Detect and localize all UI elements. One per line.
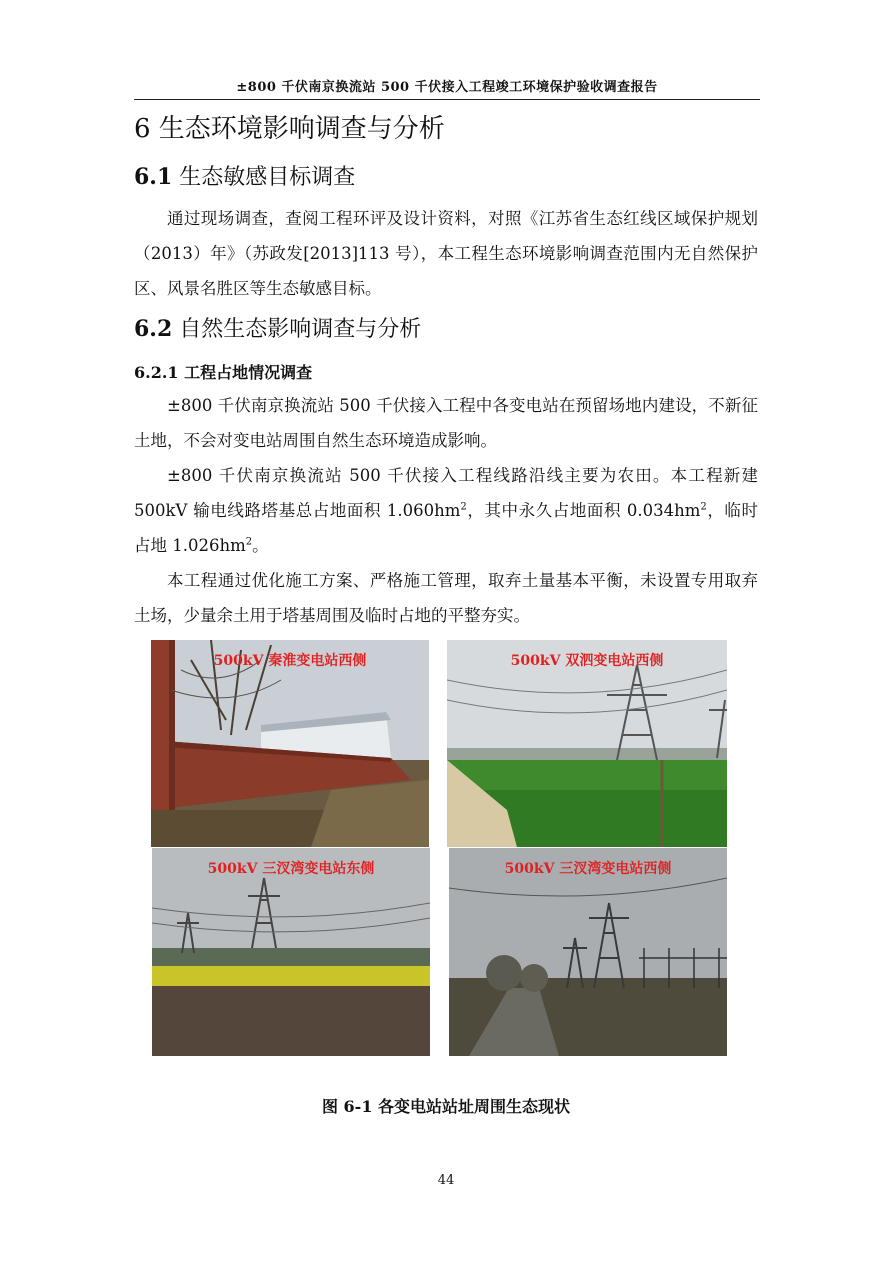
superscript-2: 2 (460, 501, 467, 513)
para2-part-b: ，其中永久占地面积 0.034hm (466, 501, 701, 520)
figure-caption: 图 6-1 各变电站站址周围生态现状 (321, 1097, 571, 1116)
land-use-paragraph-2 (134, 458, 758, 563)
photo-label-qinhuai-west: 500kV 秦淮变电站西侧 (213, 653, 367, 669)
photo-sanchawan-east (152, 848, 430, 1056)
section-6-1-paragraph: 通过现场调查，查阅工程环评及设计资料，对照《江苏省生态红线区域保护规划（2013）年》（苏政发[2013]113 号），本工程生态环境影响调查范围内无自然保护区、风景名胜区等生态敏感目标。 (134, 209, 758, 298)
land-use-paragraph-1: ±800 千伏南京换流站 500 千伏接入工程中各变电站在预留场地内建设，不新征土地，不会对变电站周围自然生态环境造成影响。 (134, 396, 758, 450)
para2-part-c: ，临时占地 1.026hm (134, 501, 759, 555)
photo-qinhuai-west (151, 640, 429, 847)
photo-label-sanchawan-west: 500kV 三汊湾变电站西侧 (504, 861, 672, 877)
photo-label-sanchawan-east: 500kV 三汊湾变电站东侧 (207, 861, 375, 877)
page-number: 44 (437, 1173, 455, 1188)
section-6-2-number: 6.2 (134, 316, 173, 342)
section-6-title: 6 生态环境影响调查与分析 (134, 114, 445, 144)
superscript-2: 2 (700, 501, 707, 513)
photo-sanchawan-west (449, 848, 727, 1056)
para2-part-a: ±800 千伏南京换流站 500 千伏接入工程线路沿线主要为农田。本工程新建 500kV 输电线路塔基总占地面积 1.060hm (134, 466, 758, 520)
photo-sanchawan-east-image (152, 848, 430, 1056)
header-rule (134, 99, 760, 100)
section-6-2-title: 自然生态影响调查与分析 (179, 317, 422, 342)
section-6-2-1-title: 6.2.1 工程占地情况调查 (134, 363, 313, 382)
section-6-1-heading (134, 160, 355, 191)
photo-label-shuangsi-west: 500kV 双泗变电站西侧 (510, 653, 664, 669)
photo-shuangsi-west (447, 640, 727, 847)
section-6-1-title: 生态敏感目标调查 (179, 165, 356, 190)
photo-sanchawan-west-image (449, 848, 727, 1056)
para2-part-d: 。 (252, 536, 269, 555)
land-use-paragraph-3: 本工程通过优化施工方案、严格施工管理，取弃土量基本平衡，未设置专用取弃土场，少量余土用于塔基周围及临时占地的平整夯实。 (134, 571, 758, 625)
photo-shuangsi-west-image (447, 640, 727, 847)
photo-qinhuai-west-image (151, 640, 429, 847)
section-6-1-number: 6.1 (134, 164, 173, 190)
superscript-2: 2 (245, 536, 253, 548)
section-6-2-heading (134, 312, 421, 343)
running-header: ±800 千伏南京换流站 500 千伏接入工程竣工环境保护验收调查报告 (236, 80, 658, 95)
